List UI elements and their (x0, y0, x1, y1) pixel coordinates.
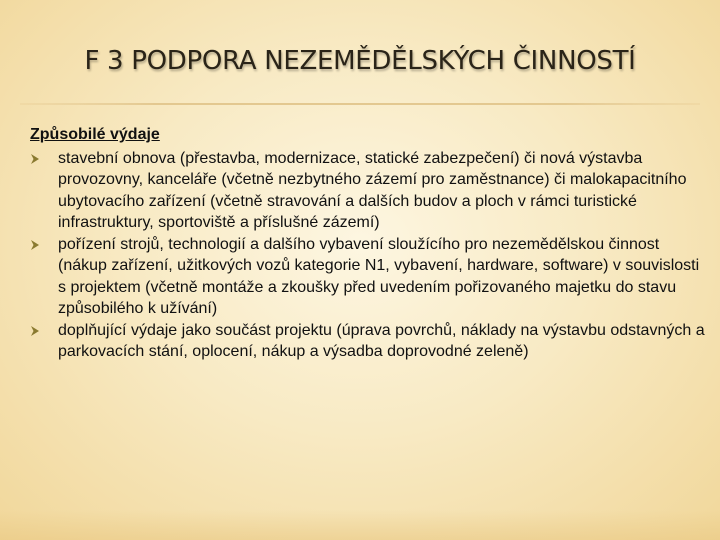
list-item-text: stavební obnova (přestavba, modernizace, statické zabezpečení) či nová výstavba provozovny, kanceláře (včetně nezbytného zázemí pro zaměstnance) či malokapacitního ubytovacího zařízení (včetně stravování a dalších budov a ploch v rámci turistické infrastruktury, sportoviště a příslušné zázemí) (58, 149, 687, 231)
list-item-text: pořízení strojů, technologií a dalšího vybavení sloužícího pro nezemědělskou činnost (nákup zařízení, užitkových vozů kategorie N1, vybavení, hardware, software) v souvislosti s projektem (včetně montáže a zkoušky před uvedením pořizovaného majetku do stavu způsobilého k užívání) (58, 235, 700, 317)
list-item (30, 234, 706, 320)
bullet-list (30, 148, 706, 363)
arrowhead-bullet-icon (30, 326, 40, 336)
slide-bottom-edge (0, 510, 720, 540)
title-divider (20, 103, 700, 105)
slide-title: F 3 PODPORA NEZEMĚDĚLSKÝCH ČINNOSTÍ (84, 46, 636, 76)
arrowhead-bullet-icon (30, 154, 40, 164)
list-item (30, 148, 706, 234)
section-heading: Způsobilé výdaje (30, 126, 160, 143)
slide-content (30, 124, 706, 363)
arrowhead-bullet-icon (30, 240, 40, 250)
list-item (30, 320, 706, 363)
list-item-text: doplňující výdaje jako součást projektu (úprava povrchů, náklady na výstavbu odstavných a parkovacích stání, oplocení, nákup a výsadba doprovodné zeleně) (58, 321, 705, 360)
